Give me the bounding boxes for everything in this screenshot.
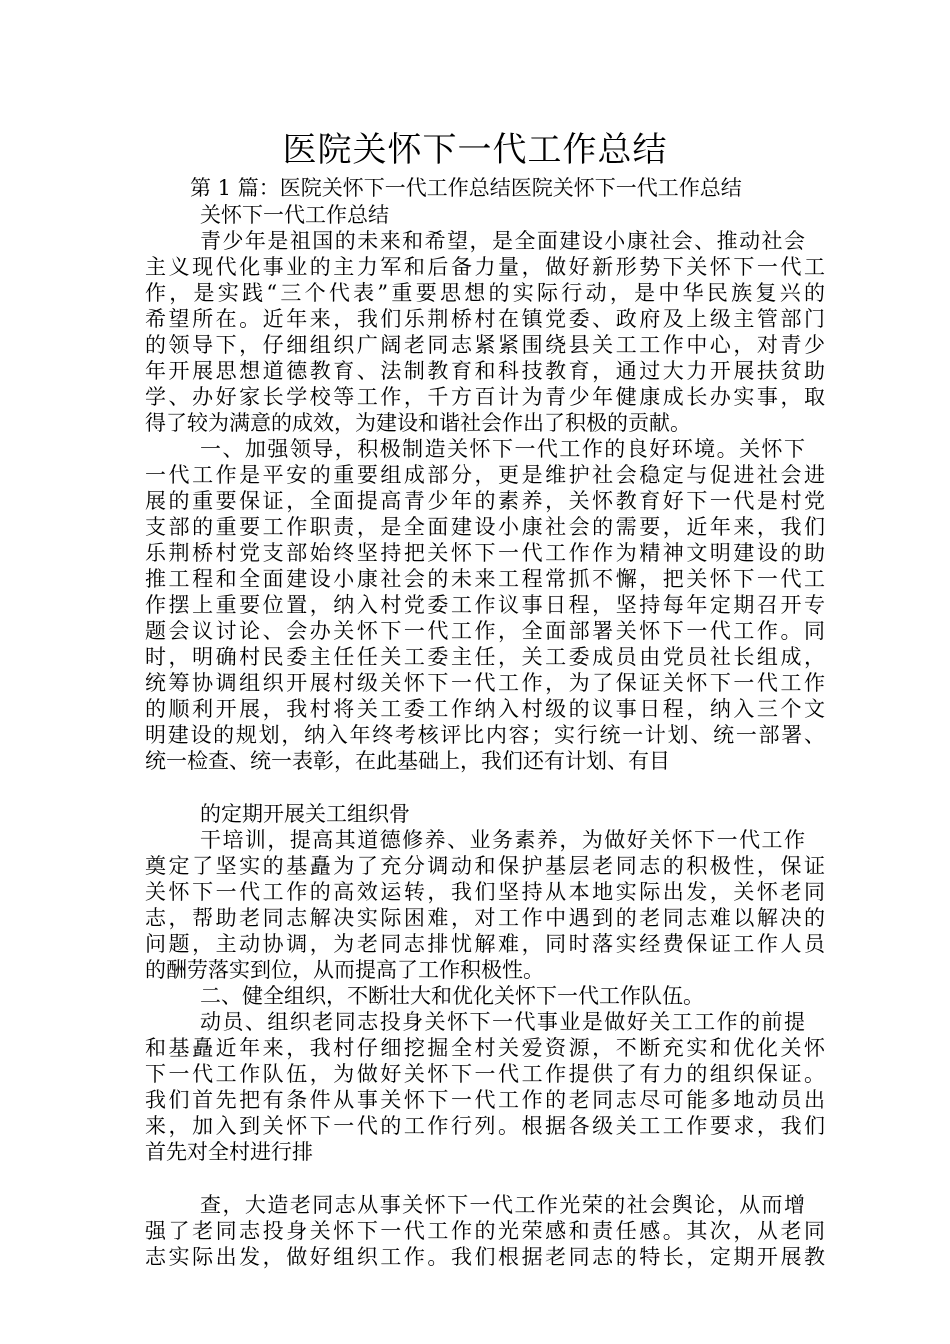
paragraph-line: 明建设的规划，纳入年终考核评比内容；实行统一计划、统一部署、 xyxy=(145,723,825,747)
paragraph-line: 得了较为满意的成效，为建设和谐社会作出了积极的贡献。 xyxy=(145,411,691,435)
paragraph-line: 一代工作是平安的重要组成部分，更是维护社会稳定与促进社会进 xyxy=(145,463,825,487)
paragraph-line: 动员、组织老同志投身关怀下一代事业是做好关工工作的前提 xyxy=(200,1010,805,1034)
paragraph-line: 作，是实践“三个代表”重要思想的实际行动，是中华民族复兴的 xyxy=(145,281,825,305)
paragraph-line: 作摆上重要位置，纳入村党委工作议事日程，坚持每年定期召开专 xyxy=(145,593,825,617)
paragraph-line: 奠定了坚实的基矗为了充分调动和保护基层老同志的积极性，保证 xyxy=(145,854,825,878)
paragraph-line: 希望所在。近年来，我们乐荆桥村在镇党委、政府及上级主管部门 xyxy=(145,307,825,331)
section-title: 二、健全组织，不断壮大和优化关怀下一代工作队伍。 xyxy=(200,984,704,1008)
paragraph-line: 志，帮助老同志解决实际困难，对工作中遇到的老同志难以解决的 xyxy=(145,906,825,930)
paragraph-line: 时，明确村民委主任任关工委主任，关工委成员由党员社长组成， xyxy=(145,645,825,669)
paragraph-line: 统筹协调组织开展村级关怀下一代工作，为了保证关怀下一代工作 xyxy=(145,671,825,695)
paragraph-line: 一、加强领导，积极制造关怀下一代工作的良好环境。关怀下 xyxy=(200,437,805,461)
paragraph-line: 我们首先把有条件从事关怀下一代工作的老同志尽可能多地动员出 xyxy=(145,1088,825,1112)
paragraph-line: 展的重要保证，全面提高青少年的素养，关怀教育好下一代是村党 xyxy=(145,489,825,513)
paragraph-line: 干培训，提高其道德修养、业务素养，为做好关怀下一代工作 xyxy=(200,828,805,852)
paragraph-line: 年开展思想道德教育、法制教育和科技教育，通过大力开展扶贫助 xyxy=(145,359,825,383)
paragraph-line: 青少年是祖国的未来和希望，是全面建设小康社会、推动社会 xyxy=(200,229,805,253)
paragraph-line: 的领导下，仔细组织广阔老同志紧紧围绕县关工工作中心，对青少 xyxy=(145,333,825,357)
paragraph-line: 强了老同志投身关怀下一代工作的光荣感和责任感。其次，从老同 xyxy=(145,1219,825,1243)
chapter-heading: 第 1 篇：医院关怀下一代工作总结医院关怀下一代工作总结 xyxy=(190,176,742,200)
paragraph-line: 下一代工作队伍，为做好关怀下一代工作提供了有力的组织保证。 xyxy=(145,1062,825,1086)
paragraph-line: 查，大造老同志从事关怀下一代工作光荣的社会舆论，从而增 xyxy=(200,1193,805,1217)
paragraph-line: 推工程和全面建设小康社会的未来工程常抓不懈，把关怀下一代工 xyxy=(145,567,825,591)
paragraph-line: 志实际出发，做好组织工作。我们根据老同志的特长，定期开展教 xyxy=(145,1245,825,1269)
document-title: 医院关怀下一代工作总结 xyxy=(282,130,668,170)
paragraph-line: 首先对全村进行排 xyxy=(145,1140,313,1164)
section-heading: 关怀下一代工作总结 xyxy=(200,203,389,227)
paragraph-line: 和基矗近年来，我村仔细挖掘全村关爱资源，不断充实和优化关怀 xyxy=(145,1036,825,1060)
paragraph-line: 学、办好家长学校等工作，千方百计为青少年健康成长办实事，取 xyxy=(145,385,825,409)
paragraph-line: 的酬劳落实到位，从而提高了工作积极性。 xyxy=(145,958,544,982)
paragraph-line: 乐荆桥村党支部始终坚持把关怀下一代工作作为精神文明建设的助 xyxy=(145,541,825,565)
paragraph-line: 的顺利开展，我村将关工委工作纳入村级的议事日程，纳入三个文 xyxy=(145,697,825,721)
paragraph-line: 问题，主动协调，为老同志排忧解难，同时落实经费保证工作人员 xyxy=(145,932,825,956)
paragraph-line: 的定期开展关工组织骨 xyxy=(200,802,410,826)
paragraph-line: 支部的重要工作职责，是全面建设小康社会的需要，近年来，我们 xyxy=(145,515,825,539)
paragraph-line: 来，加入到关怀下一代的工作行列。根据各级关工工作要求，我们 xyxy=(145,1114,825,1138)
paragraph-line: 统一检查、统一表彰，在此基础上，我们还有计划、有目 xyxy=(145,749,670,773)
paragraph-line: 关怀下一代工作的高效运转，我们坚持从本地实际出发，关怀老同 xyxy=(145,880,825,904)
paragraph-line: 主义现代化事业的主力军和后备力量，做好新形势下关怀下一代工 xyxy=(145,255,825,279)
paragraph-line: 题会议讨论、会办关怀下一代工作，全面部署关怀下一代工作。同 xyxy=(145,619,825,643)
